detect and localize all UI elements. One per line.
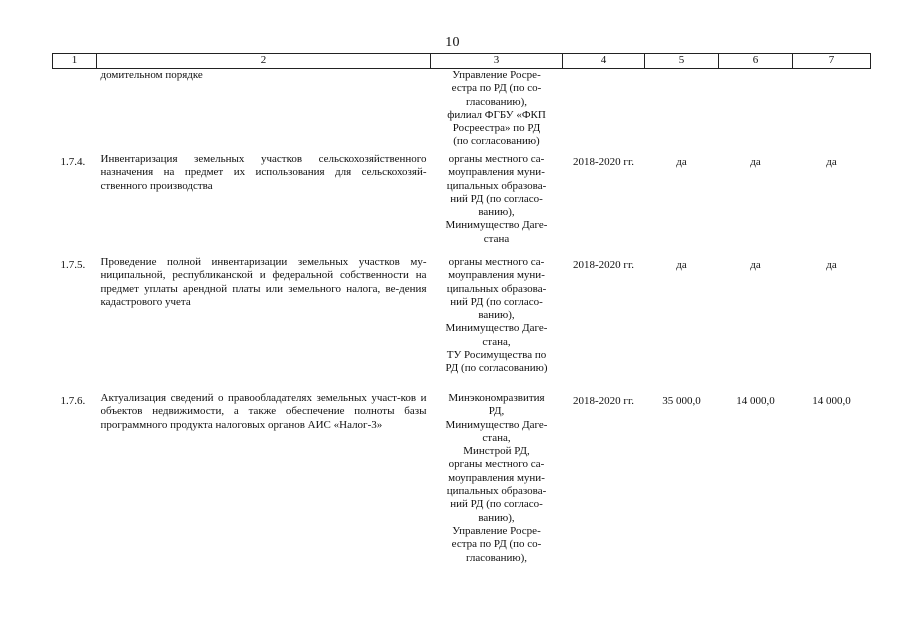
item-period: 2018-2020 гг. — [573, 395, 634, 407]
item-executor: Управление Росре- естра по РД (по со- гласованию), филиал ФГБУ «ФКП Росреестра» по РД (по согласованию) — [447, 69, 546, 148]
table-row — [53, 69, 871, 154]
program-table — [52, 53, 871, 585]
item-value-col5: да — [676, 259, 687, 271]
item-number — [53, 69, 97, 154]
item-value-col7: да — [826, 259, 837, 271]
column-header: 4 — [563, 54, 645, 69]
item-period: 2018-2020 гг. — [573, 259, 634, 271]
item-name: домительном порядке — [100, 69, 203, 81]
item-period — [563, 69, 645, 154]
item-number: 1.7.6. — [60, 395, 86, 407]
item-name: Актуализация сведений о правообладателях земельных участ-ков и объектов недвижимости, а также обеспечение полноты базы программного продукта налоговых органов АИС «Налог-3» — [100, 392, 427, 431]
item-number: 1.7.5. — [60, 259, 86, 271]
column-header: 1 — [53, 54, 97, 69]
item-value-col7: да — [826, 156, 837, 168]
table-row — [53, 153, 871, 256]
item-value-col6: 14 000,0 — [736, 395, 775, 407]
item-value-col6: да — [750, 259, 761, 271]
item-name: Инвентаризация земельных участков сельскохозяйственного назначения на предмет их использования для сельскохозяй-ственного производства — [100, 153, 427, 192]
item-value-col5: да — [676, 156, 687, 168]
item-name: Проведение полной инвентаризации земельных участков му-ниципальной, республиканской и федеральной собственности на предмет уплаты арендной платы или земельного налога, ве-дения кадастрового учета — [100, 256, 427, 308]
item-value-col7 — [793, 69, 871, 154]
column-header: 6 — [719, 54, 793, 69]
column-header: 3 — [431, 54, 563, 69]
item-value-col5 — [645, 69, 719, 154]
column-header: 5 — [645, 54, 719, 69]
column-header: 2 — [97, 54, 431, 69]
item-value-col6 — [719, 69, 793, 154]
item-value-col7: 14 000,0 — [812, 395, 851, 407]
column-header: 7 — [793, 54, 871, 69]
table-row — [53, 256, 871, 392]
item-executor: органы местного са- моуправления муни- ципальных образова- ний РД (по согласо- ванию), Минимущество Даге- стана, ТУ Росимущества по РД (по согласованию) — [445, 256, 548, 375]
item-value-col5: 35 000,0 — [662, 395, 701, 407]
table-row — [53, 392, 871, 585]
item-executor: органы местного са- моуправления муни- ципальных образова- ний РД (по согласо- ванию), Минимущество Даге- стана — [445, 153, 548, 245]
item-value-col6: да — [750, 156, 761, 168]
item-executor: Минэкономразвития РД, Минимущество Даге- стана, Минстрой РД, органы местного са- моуправления муни- ципальных образова- ний РД (по согласо- ванию), Управление Росре- естра по РД (по со- гласованию), — [445, 392, 548, 564]
page-number: 10 — [445, 35, 460, 50]
item-number: 1.7.4. — [60, 156, 86, 168]
item-period: 2018-2020 гг. — [573, 156, 634, 168]
column-numbers-row — [53, 54, 871, 69]
